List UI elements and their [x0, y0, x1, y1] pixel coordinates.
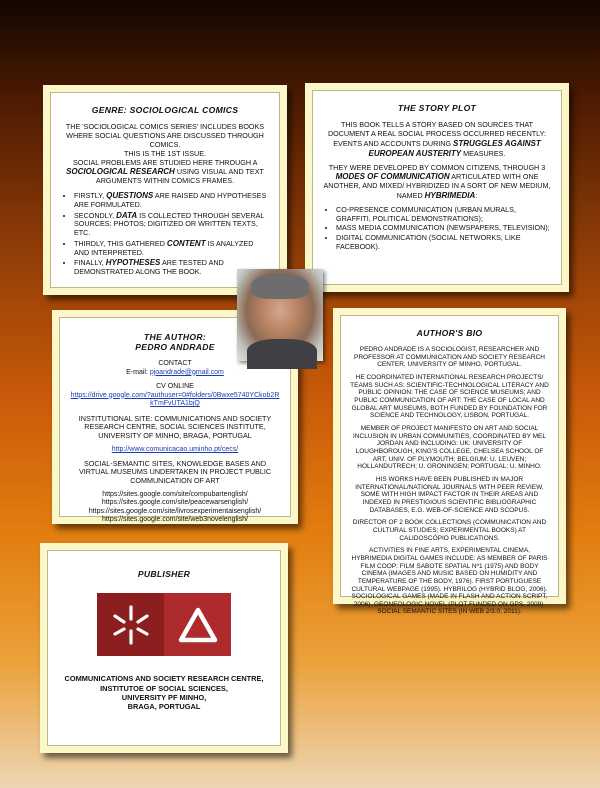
cv-label: CV ONLINE: [156, 383, 194, 391]
plot-paragraph-2: THEY WERE DEVELOPED BY COMMON CITIZENS, THROUGH 3 MODES OF COMMUNICATION ARTICULATED WITH ONE ANOTHER, AND MIXED/ HYBRIDIZED IN A SORT OF NEW MEDIUM, NAMED HYBRIMEDIA:: [323, 162, 551, 200]
bio-title: AUTHOR'S BIO: [416, 328, 483, 338]
genre-steps: [60, 191, 270, 277]
list-item: • FINALLY, HYPOTHESES ARE TESTED AND DEMONSTRATED ALONG THE BOOK.: [74, 258, 270, 277]
plot-title: THE STORY PLOT: [397, 103, 477, 113]
university-logo: [57, 593, 271, 656]
bio-paragraph: HE COORDINATED INTERNATIONAL RESEARCH PROJECTS/ TEAMS SUCH AS: SCIENTIFIC-TECHNOLOGICAL LITERACY AND PUBLIC OPINION: THE CASE OF SCIENCE MUSEUMS; AND PUBLIC COMMUNICATION OF ART: THE CASE OF LOCAL AND GLOBAL ART MUSEUMS, BOTH FUNDED BY FOUNDATION FOR SCIENCE AND TECHNOLOGY, LISBON, PORTUGAL.: [350, 374, 549, 420]
story-plot-panel: [305, 83, 569, 292]
sun-emblem-icon: [97, 593, 164, 656]
genre-panel: [43, 85, 287, 295]
bio-paragraph: PEDRO ANDRADE IS A SOCIOLOGIST, RESEARCHER AND PROFESSOR AT COMMUNICATION AND SOCIETY RESEARCH CENTER, UNIVERSITY OF MINHO, PORTUGAL.: [354, 346, 545, 369]
triangle-emblem-icon: [164, 593, 231, 656]
social-site-link[interactable]: https://sites.google.com/site/peacewarsenglish/: [101, 499, 249, 507]
list-item: • CO-PRESENCE COMMUNICATION (URBAN MURALS, GRAFFITI, POLITICAL DEMONSTRATIONS);: [336, 206, 552, 224]
publisher-title: PUBLISHER: [137, 569, 191, 579]
social-site-link[interactable]: https://sites.google.com/site/livrosexperimentaisenglish/: [88, 507, 262, 515]
bio-paragraph: DIRECTOR OF 2 BOOK COLLECTIONS (COMMUNICATION AND CULTURAL STUDIES; EXPERIMENTAL BOOKS) AT CALIDOSCÓPIO PUBLICATIONS.: [352, 519, 547, 542]
plot-paragraph-1: THIS BOOK TELLS A STORY BASED ON SOURCES THAT DOCUMENT A REAL SOCIAL PROCESS OCCURRED RECENTLY: EVENTS AND ACCOUNTS DURING STRUGGLES AGAINST EUROPEAN AUSTERITY MEASURES.: [327, 120, 547, 158]
social-site-link[interactable]: https://sites.google.com/site/compubartenglish/: [102, 490, 248, 498]
bio-paragraph: ACTIVITIES IN FINE ARTS, EXPERIMENTAL CINEMA, HYBRIMEDIA DIGITAL GAMES INCLUDE: AS MEMBER OF PARIS FILM COOP: FILM SABOTE SPATIAL Nº1 (1975) AND BODY CINEMA (IMAGES AND MUSIC BASED ON HUMIDITY AND TEMPERATURE OF THE BODY, 1976). FIRST PORTUGUESE CULTURAL WEBPAGE (1995). HYBRILOG (HYBRID BLOG, 2006). SOCIOLOGICAL GAMES (MADE IN FLASH AND ACTION SCRIPT, 2006). GEONEOLOGIC NOVEL (PLOT FUNDED ON GPS, 2009). SOCIAL SEMANTIC SITES (IN WEB 2/3.0, 2011).: [351, 547, 548, 616]
list-item: • THIRDLY, THIS GATHERED CONTENT IS ANALYZED AND INTERPRETED.: [74, 239, 270, 258]
social-sites-list: [69, 491, 281, 525]
email-link[interactable]: pjoandrade@gmail.com: [149, 368, 224, 376]
email-label: E-mail:: [126, 368, 148, 376]
bio-paragraph: MEMBER OF PROJECT MANIFESTO ON ART AND SOCIAL INCLUSION IN URBAN COMMUNITIES, COORDINATED BY MEL JORDAN AND INCLUDING: UK: UNIVERSITY OF LOUGHBOROUGH, KING'S COLLEGE, CHELSEA SCHOOL OF ART, UNIV. OF PLYMOUTH; BELGIUM: U. LEUVEN; HOLLANDUTRECH; U. GRONINGEN; PORTUGAL: U. MINHO.: [353, 425, 546, 471]
social-site-link[interactable]: https://sites.google.com/site/web3novelenglish/: [102, 516, 248, 524]
publisher-panel: [40, 543, 288, 753]
author-title: THE AUTHOR:: [143, 332, 207, 342]
institutional-link[interactable]: http://www.comunicacao.uminho.pt/cecs/: [111, 445, 239, 453]
bio-paragraph: HIS WORKS HAVE BEEN PUBLISHED IN MAJOR INTERNATIONAL/NATIONAL JOURNALS WITH PEER REVIEW, SOME WITH HIGH IMPACT FACTOR IN THEIR AREAS AND INDEXED IN PRESTIGIOUS SCIENTIFIC BIBLIOGRAPHIC DATABASES, E.G. WEB-OF-SCIENCE AND SCOPUS.: [355, 475, 544, 514]
bio-panel: [333, 308, 566, 616]
author-photo: [237, 269, 323, 361]
genre-title: GENRE: SOCIOLOGICAL COMICS: [91, 105, 239, 115]
contact-label: CONTACT: [158, 359, 192, 367]
list-item: • MASS MEDIA COMMUNICATION (NEWSPAPERS, TELEVISION);: [336, 224, 552, 233]
plot-modes-list: [322, 206, 552, 252]
list-item: • FIRSTLY, QUESTIONS ARE RAISED AND HYPOTHESES ARE FORMULATED.: [74, 191, 270, 210]
publisher-address: COMMUNICATIONS AND SOCIETY RESEARCH CENTRE, INSTITUTOE OF SOCIAL SCIENCES, UNIVERSITY PF MINHO, BRAGA, PORTUGAL: [64, 674, 264, 712]
list-item: • DIGITAL COMMUNICATION (SOCIAL NETWORKS, LIKE FACEBOOK).: [336, 234, 552, 252]
list-item: • SECONDLY, DATA IS COLLECTED THROUGH SEVERAL SOURCES: PHOTOS; DIGITIZED OR WRITTEN TEXTS, ETC.: [74, 211, 270, 238]
cv-link[interactable]: https://drive.google.com/?authuser=0#folders/0Bwxe5740YCkob2RkTmFvUTA1bjQ: [70, 391, 280, 408]
institutional-site: INSTITUTIONAL SITE: COMMUNICATIONS AND SOCIETY RESEARCH CENTRE, SOCIAL SCIENCES INSTITUTE, UNIVERSITY OF MINHO, BRAGA, PORTUGAL: [78, 413, 272, 441]
social-sites-label: SOCIAL-SEMANTIC SITES, KNOWLEDGE BASES AND VIRTUAL MUSEUMS UNDERTAKEN IN PROJECT PUBLIC COMMUNICATION OF ART: [78, 458, 272, 486]
author-name: PEDRO ANDRADE: [135, 342, 215, 353]
genre-intro: THE 'SOCIOLOGICAL COMICS SERIES' INCLUDES BOOKS WHERE SOCIAL QUESTIONS ARE DISCUSSED THROUGH COMICS. THIS IS THE 1ST ISSUE. SOCIAL PROBLEMS ARE STUDIED HERE THROUGH A SOCIOLOGICAL RESEARCH USING VISUAL AND TEXT ARGUMENTS WITHIN COMICS FRAMES.: [65, 122, 265, 186]
